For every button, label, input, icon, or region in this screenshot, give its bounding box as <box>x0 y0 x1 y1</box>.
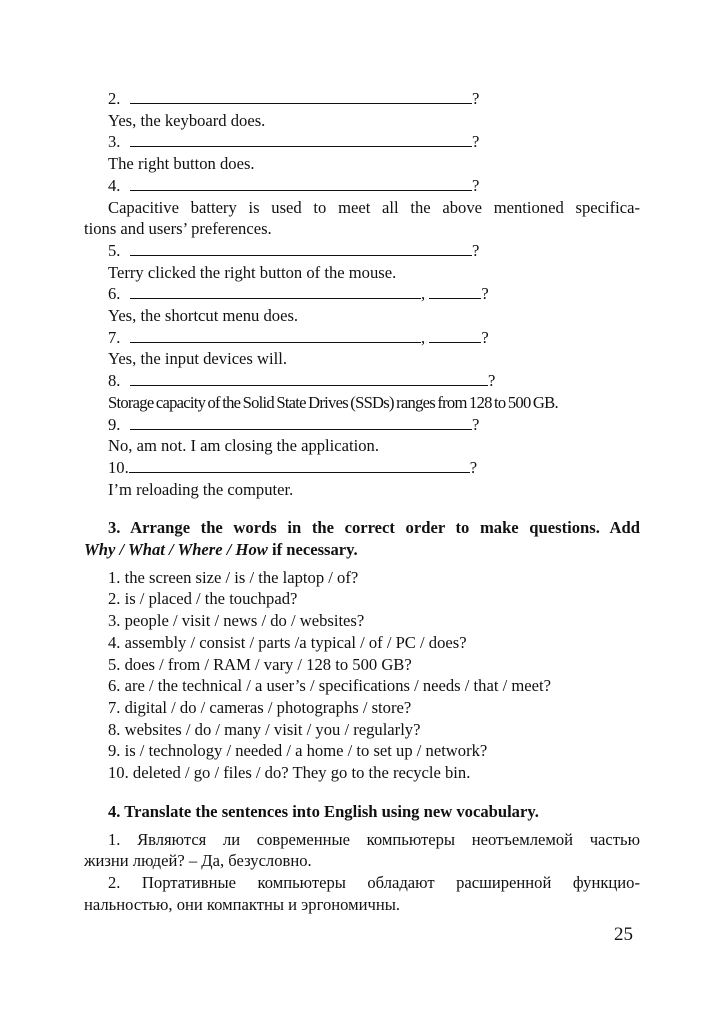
item-number: 8. <box>108 371 121 391</box>
answer-text: Storage capacity of the Solid State Drives (SSDs) ranges from 128 to 500 GB. <box>108 392 558 412</box>
question-mark: ? <box>472 240 480 260</box>
answer-text: Yes, the input devices will. <box>108 349 287 369</box>
list-item: 8. websites / do / many / visit / you / regularly? <box>108 719 421 739</box>
question-mark: ? <box>481 327 489 347</box>
exercise-2-item-8 <box>84 370 640 413</box>
sentence-2-line-1: 2. Портативные компьютеры обладают расширенной функцио- <box>108 872 640 892</box>
answer-blank <box>130 132 472 147</box>
list-item: 9. is / technology / needed / a home / to set up / network? <box>108 741 488 761</box>
question-mark: ? <box>488 371 496 391</box>
answer-text: Yes, the keyboard does. <box>108 110 266 130</box>
sentence-1-line-2: жизни людей? – Да, безусловно. <box>84 851 312 871</box>
answer-blank <box>130 415 472 430</box>
answer-blank <box>130 284 421 299</box>
task-4 <box>84 801 640 916</box>
answer-text-line-1: Capacitive battery is used to meet all the above mentioned specifica- <box>108 197 640 217</box>
exercise-2-item-6 <box>84 283 640 326</box>
list-item: 3. people / visit / news / do / websites? <box>108 611 365 631</box>
question-mark: ? <box>472 89 480 108</box>
question-mark: ? <box>472 414 480 434</box>
list-item: 1. the screen size / is / the laptop / of? <box>108 567 359 587</box>
exercise-2-item-5 <box>84 240 640 283</box>
answer-text: The right button does. <box>108 154 255 174</box>
answer-blank <box>130 241 472 256</box>
answer-text: No, am not. I am closing the application. <box>108 436 379 456</box>
exercise-2-item-3 <box>84 131 640 174</box>
list-item: 5. does / from / RAM / vary / 128 to 500 GB? <box>108 654 412 674</box>
item-number: 10. <box>108 457 129 477</box>
exercise-2-item-2 <box>84 88 640 131</box>
exercise-2-item-10 <box>84 457 640 500</box>
page-number: 25 <box>614 924 633 945</box>
item-number: 5. <box>108 240 121 260</box>
document-page <box>84 88 640 915</box>
tag-blank <box>429 328 481 343</box>
list-item: 7. digital / do / cameras / photographs / store? <box>108 697 412 717</box>
answer-text: Yes, the shortcut menu does. <box>108 306 299 326</box>
task-3-heading-line-2: Why / What / Where / How if necessary. <box>84 540 358 560</box>
item-number: 7. <box>108 327 121 347</box>
answer-blank <box>130 176 472 191</box>
item-number: 2. <box>108 89 121 108</box>
tag-blank <box>429 284 481 299</box>
question-mark: ? <box>472 175 480 195</box>
exercise-2-item-9 <box>84 414 640 457</box>
answer-blank <box>130 89 472 104</box>
item-number: 3. <box>108 132 121 152</box>
question-mark: ? <box>481 284 489 304</box>
question-mark: ? <box>472 132 480 152</box>
item-number: 4. <box>108 175 121 195</box>
task-3 <box>84 517 640 783</box>
question-words: Why / What / Where / How <box>84 540 268 560</box>
answer-blank <box>129 458 470 473</box>
sentence-2-line-2: нальностью, они компактны и эргономичны. <box>84 894 401 914</box>
item-number: 9. <box>108 414 121 434</box>
question-mark: ? <box>469 457 478 477</box>
comma: , <box>421 327 426 347</box>
list-item: 10. deleted / go / files / do? They go to the recycle bin. <box>108 763 471 783</box>
sentence-1-line-1: 1. Являются ли современные компьютеры неотъемлемой частью <box>108 829 640 849</box>
exercise-2-item-7 <box>84 327 640 370</box>
list-item: 4. assembly / consist / parts /a typical / of / PC / does? <box>108 632 467 652</box>
answer-text: Terry clicked the right button of the mouse. <box>108 262 397 282</box>
answer-text-line-2: tions and users’ preferences. <box>84 219 272 239</box>
answer-blank <box>130 328 421 343</box>
exercise-2-item-4 <box>84 175 640 240</box>
list-item: 6. are / the technical / a user’s / specifications / needs / that / meet? <box>108 676 551 696</box>
item-number: 6. <box>108 284 121 304</box>
list-item: 2. is / placed / the touchpad? <box>108 589 298 609</box>
comma: , <box>421 284 426 304</box>
task-3-heading: 3. Arrange the words in the correct order to make questions. Add <box>108 518 640 538</box>
answer-blank <box>130 371 488 386</box>
task-4-heading: 4. Translate the sentences into English using new vocabulary. <box>108 801 539 821</box>
answer-text: I’m reloading the computer. <box>108 479 294 499</box>
